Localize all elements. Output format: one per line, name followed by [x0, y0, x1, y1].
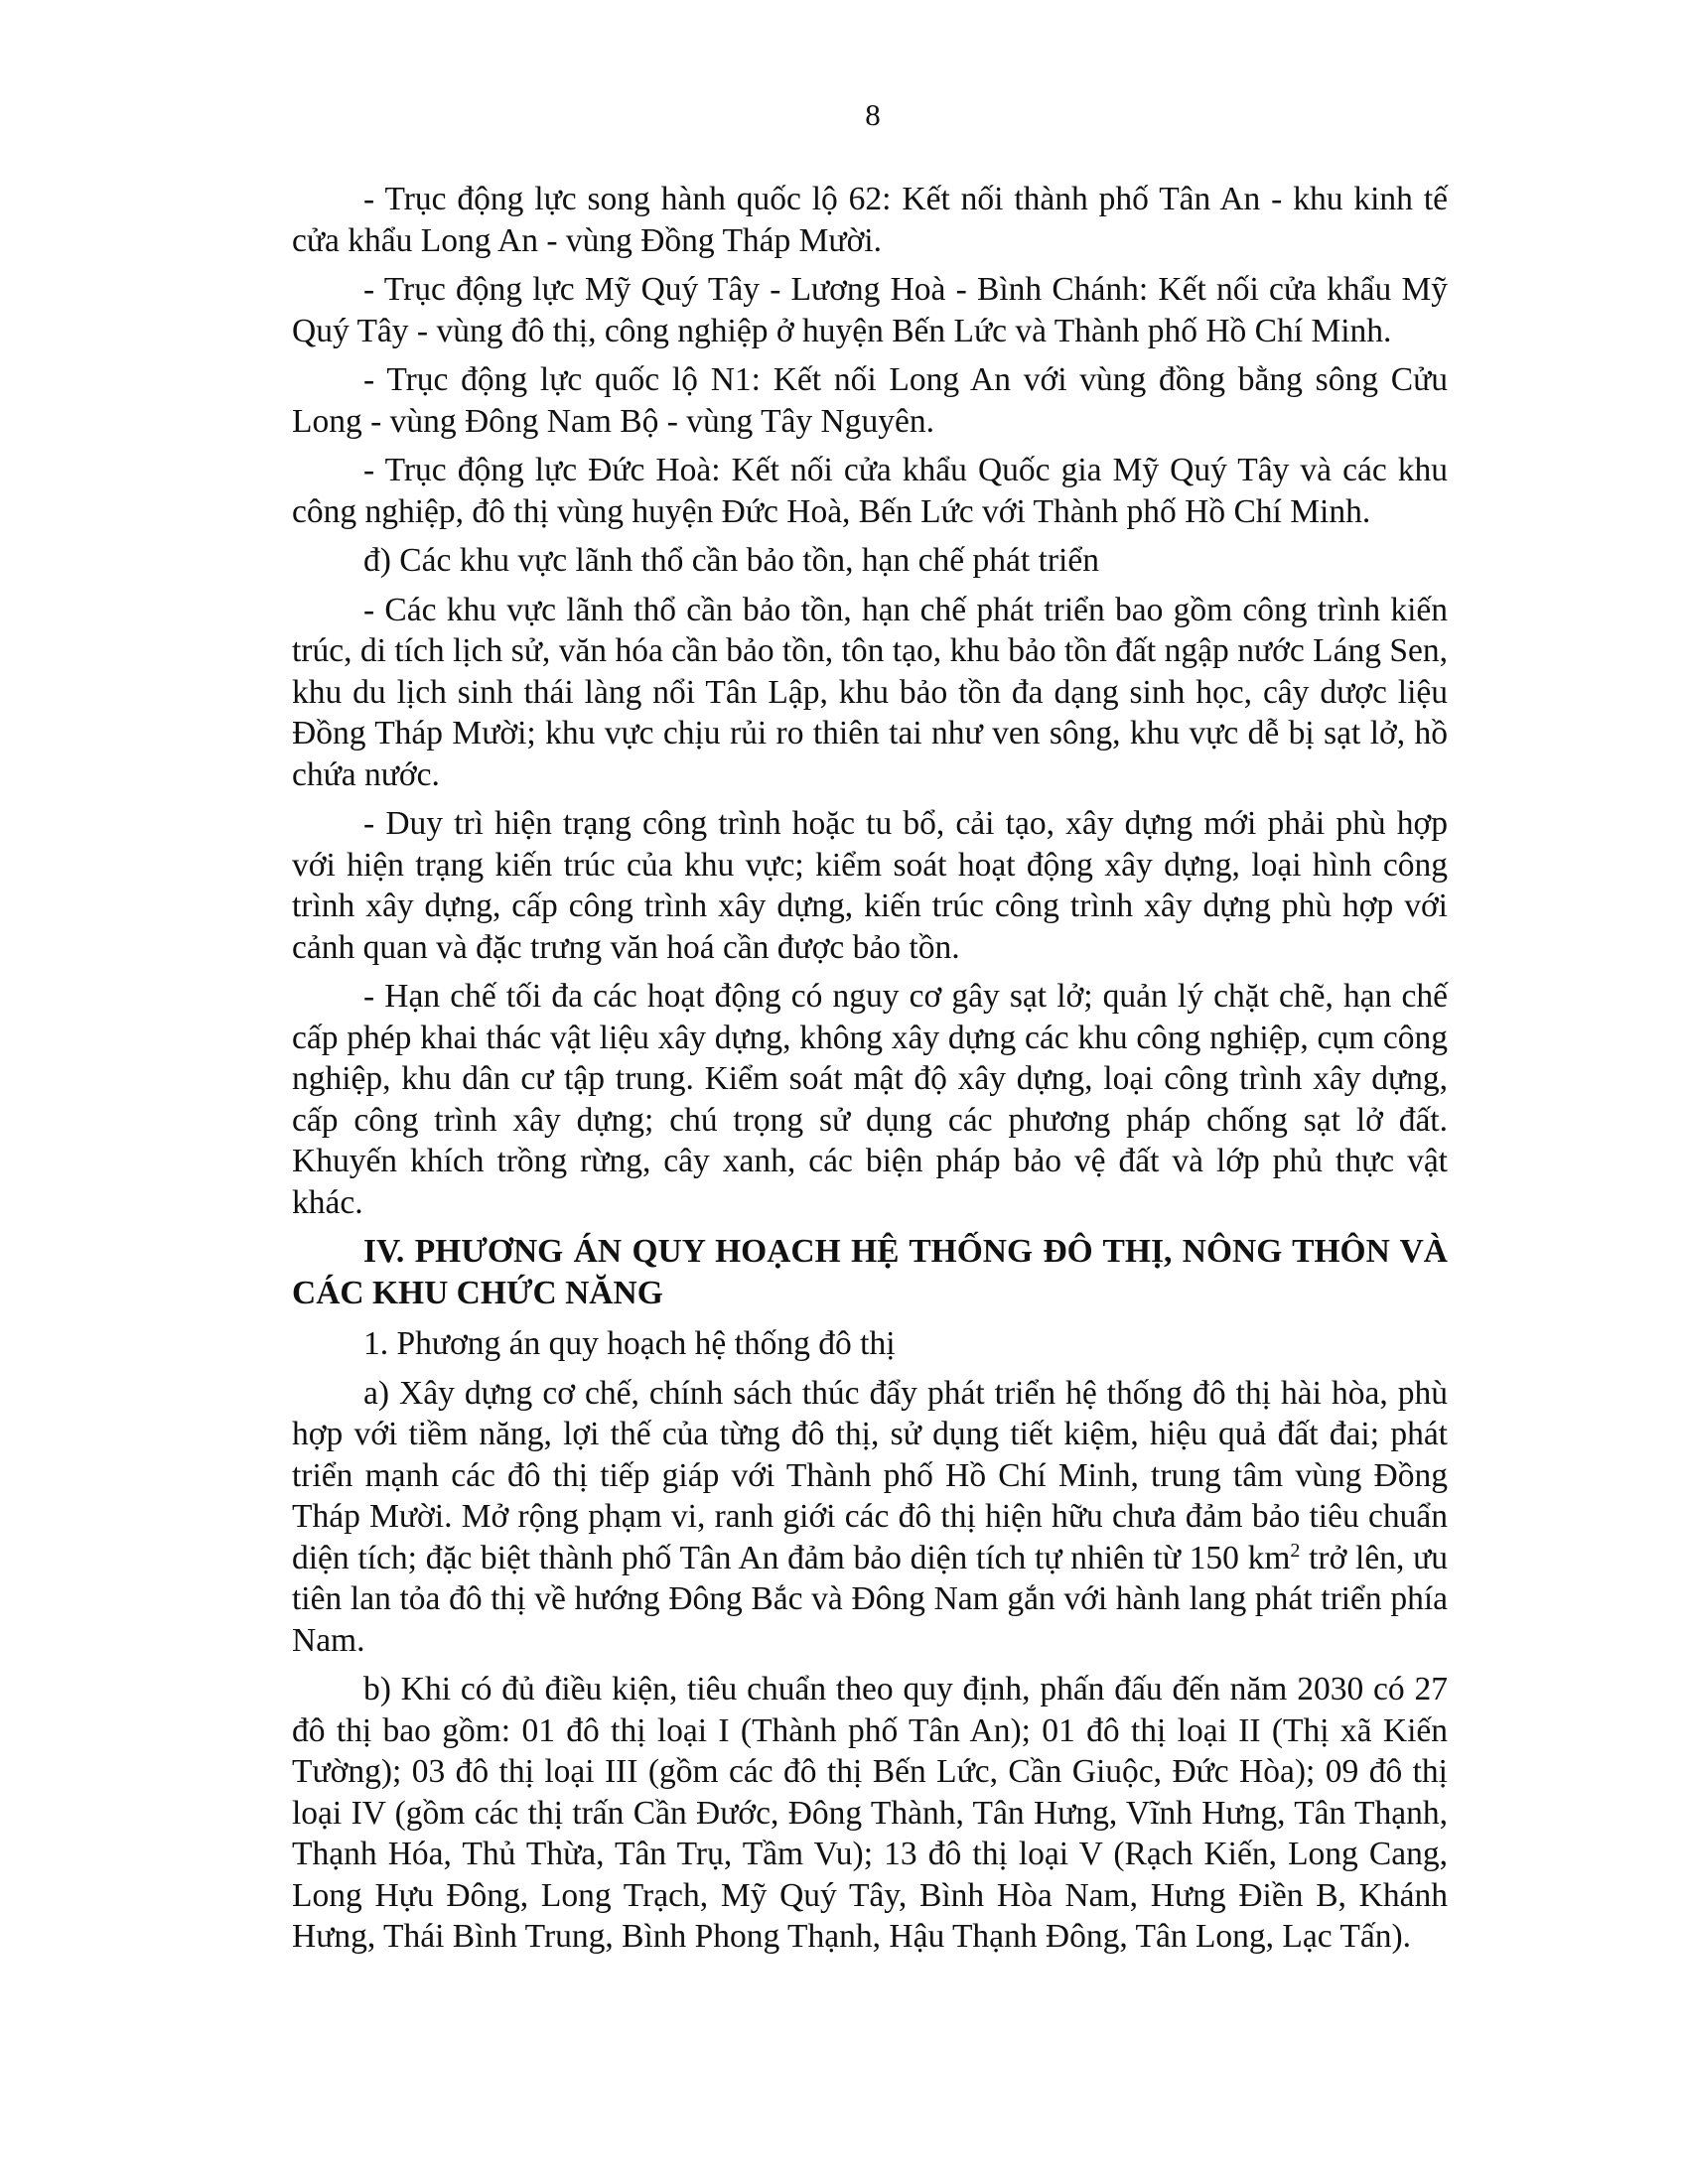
paragraph-a-text-1: a) Xây dựng cơ chế, chính sách thúc đẩy phát triển hệ thống đô thị hài hòa, phù hợp với tiềm năng, lợi thế của từng đô thị, sử dụng tiết kiệm, hiệu quả đất đai; phát triển mạnh các đô thị tiếp giáp với Thành phố Hồ Chí Minh, trung tâm vùng Đồng Tháp Mười. Mở rộng phạm vi, ranh giới các đô thị hiện hữu chưa đảm bảo tiêu chuẩn diện tích; đặc biệt thành phố Tân An đảm bảo diện tích tự nhiên từ 150 km — [292, 1374, 1448, 1576]
paragraph-duy-tri-hien-trang: - Duy trì hiện trạng công trình hoặc tu bổ, cải tạo, xây dựng mới phải phù hợp với hiện trạng kiến trúc của khu vực; kiểm soát hoạt động xây dựng, loại hình công trình xây dựng, cấp công trình xây dựng, kiến trúc công trình xây dựng phù hợp với cảnh quan và đặc trưng văn hoá cần được bảo tồn. — [292, 805, 1448, 966]
superscript-2: 2 — [1290, 1539, 1301, 1562]
paragraph-han-che-sat-lo: - Hạn chế tối đa các hoạt động có nguy cơ gây sạt lở; quản lý chặt chẽ, hạn chế cấp phép khai thác vật liệu xây dựng, không xây dựng các khu công nghiệp, cụm công nghiệp, khu dân cư tập trung. Kiểm soát mật độ xây dựng, loại công trình xây dựng, cấp công trình xây dựng; chú trọng sử dụng các phương pháp chống sạt lở đất. Khuyến khích trồng rừng, cây xanh, các biện pháp bảo vệ đất và lớp phủ thực vật khác. — [292, 978, 1448, 1221]
paragraph-truc-dong-luc-duc-hoa: - Trục động lực Đức Hoà: Kết nối cửa khẩu Quốc gia Mỹ Quý Tây và các khu công nghiệp, đô thị vùng huyện Đức Hoà, Bến Lức với Thành phố Hồ Chí Minh. — [292, 452, 1448, 530]
sub-heading-1: 1. Phương án quy hoạch hệ thống đô thị — [363, 1325, 896, 1362]
paragraph-a — [292, 1373, 1448, 1662]
paragraph-khu-vuc-bao-ton: - Các khu vực lãnh thổ cần bảo tồn, hạn chế phát triển bao gồm công trình kiến trúc, di tích lịch sử, văn hóa cần bảo tồn, tôn tạo, khu bảo tồn đất ngập nước Láng Sen, khu du lịch sinh thái làng nổi Tân Lập, khu bảo tồn đa dạng sinh học, cây dược liệu Đồng Tháp Mười; khu vực chịu rủi ro thiên tai như ven sông, khu vực dễ bị sạt lở, hồ chứa nước. — [292, 591, 1448, 793]
section-heading-iv: IV. PHƯƠNG ÁN QUY HOẠCH HỆ THỐNG ĐÔ THỊ, NÔNG THÔN VÀ CÁC KHU CHỨC NĂNG — [292, 1233, 1448, 1311]
paragraph-b: b) Khi có đủ điều kiện, tiêu chuẩn theo quy định, phấn đấu đến năm 2030 có 27 đô thị bao gồm: 01 đô thị loại I (Thành phố Tân An); 01 đô thị loại II (Thị xã Kiến Tường); 03 đô thị loại III (gồm các đô thị Bến Lức, Cần Giuộc, Đức Hòa); 09 đô thị loại IV (gồm các thị trấn Cần Đước, Đông Thành, Tân Hưng, Vĩnh Hưng, Tân Thạnh, Thạnh Hóa, Thủ Thừa, Tân Trụ, Tầm Vu); 13 đô thị loại V (Rạch Kiến, Long Cang, Long Hựu Đông, Long Trạch, Mỹ Quý Tây, Bình Hòa Nam, Hưng Điền B, Khánh Hưng, Thái Bình Trung, Bình Phong Thạnh, Hậu Thạnh Đông, Tân Long, Lạc Tấn). — [292, 1671, 1448, 1955]
page-number: 8 — [865, 97, 881, 132]
paragraph-truc-dong-luc-ql62: - Trục động lực song hành quốc lộ 62: Kết nối thành phố Tân An - khu kinh tế cửa khẩu Long An - vùng Đồng Tháp Mười. — [292, 181, 1448, 259]
paragraph-truc-dong-luc-my-quy-tay: - Trục động lực Mỹ Quý Tây - Lương Hoà - Bình Chánh: Kết nối cửa khẩu Mỹ Quý Tây - vùng đô thị, công nghiệp ở huyện Bến Lức và Thành phố Hồ Chí Minh. — [292, 271, 1448, 349]
document-body — [292, 179, 1448, 1966]
section-d-title: đ) Các khu vực lãnh thổ cần bảo tồn, hạn chế phát triển — [363, 542, 1099, 579]
paragraph-a-text-2: trở lên, ưu tiên lan tỏa đô thị về hướng Đông Bắc và Đông Nam gắn với hành lang phát triển phía Nam. — [292, 1539, 1448, 1659]
paragraph-truc-dong-luc-n1: - Trục động lực quốc lộ N1: Kết nối Long An với vùng đồng bằng sông Cửu Long - vùng Đông Nam Bộ - vùng Tây Nguyên. — [292, 361, 1448, 440]
